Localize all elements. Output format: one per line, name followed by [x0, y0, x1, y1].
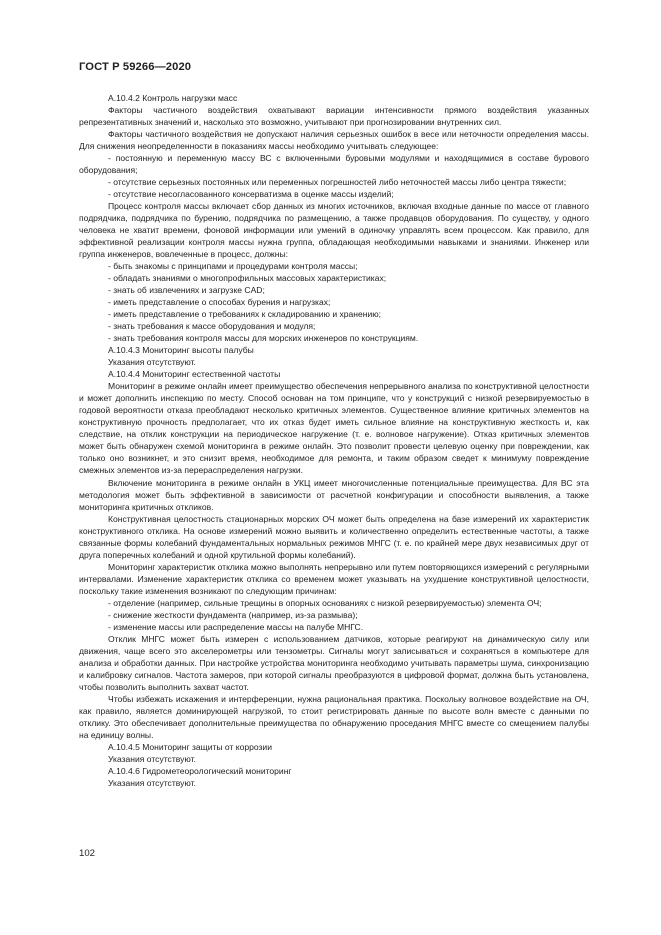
section-heading: А.10.4.4 Мониторинг естественной частоты	[108, 369, 281, 380]
section-heading: Указания отсутствуют.	[108, 753, 196, 764]
list-item: - постоянную и переменную массу ВС с включенными буровыми модулями и находящимися в составе бурового оборудования;	[79, 153, 589, 176]
body-paragraph: Факторы частичного воздействия охватывают вариации интенсивности прямого воздействия указанных репрезентативных значений и, насколько это возможно, учитывают при прогнозировании внутренних сил.	[79, 105, 589, 128]
body-paragraph: Мониторинг в режиме онлайн имеет преимущество обеспечения непрерывного анализа по конструктивной целостности и может дополнить инспекцию по месту. Способ основан на том принципе, что у конструкций с низкой резервируемостью в годовой вероятности отказа преобладают несколько критичных элементов. Существенное влияние критичных элементов на конструктивную прочность предполагает, что их отказ будет иметь сильное влияние на конструктивную жесткость и, как следствие, на отклик конструкции на периодическое нагружение (т. е. волновое нагружение). Отказ критичных элементов может быть обнаружен схемой мониторинга в режиме онлайн. Это позволит провести целевую оценку при повреждении, как только оно возникнет, и это снизит время, необходимое для ремонта, и таким образом сведет к минимуму повреждение смежных элементов из-за перераспределения нагрузки.	[79, 381, 589, 476]
section-heading: Указания отсутствуют.	[108, 777, 196, 788]
body-paragraph: Отклик МНГС может быть измерен с использованием датчиков, которые реагируют на динамическую силу или движения, чаще всего это акселерометры или тензометры. Сигналы могут записываться и сохраняться в компьютере для анализа и обработки данных. При настройке устройства мониторинга необходимо учитывать параметры шума, синхронизацию и калибровку сигналов. Частота замеров, при которой сигналы преобразуются в цифровой формат, должна быть установлена, чтобы позволить выполнить захват частот.	[79, 633, 589, 692]
list-item: - отсутствие серьезных постоянных или переменных погрешностей либо неточностей массы либо центра тяжести;	[108, 177, 567, 188]
section-heading: А.10.4.5 Мониторинг защиты от коррозии	[108, 741, 272, 752]
body-paragraph: Процесс контроля массы включает сбор данных из многих источников, включая входные данные по массе от главного подрядчика, подрядчика по бурению, подрядчика по размещению, а также продавцов оборудования. По существу, у одного человека не хватит времени, фоновой информации или умений в одиночку управлять всем процессом. Как правило, для эффективной реализации контроля массы нужна группа, обладающая необходимыми навыками и знаниями. Инженер или группа инженеров, вовлеченные в процесс, должны:	[79, 201, 589, 260]
list-item: - отсутствие несогласованного консерватизма в оценке массы изделий;	[108, 189, 394, 200]
section-heading: А.10.4.3 Мониторинг высоты палубы	[108, 345, 254, 356]
document-body	[79, 92, 589, 789]
list-item: - изменение массы или распределение массы на палубе МНГС.	[108, 621, 364, 632]
list-item: - знать требования контроля массы для морских инженеров по конструкциям.	[108, 333, 419, 344]
list-item: - отделение (например, сильные трещины в опорных основаниях с низкой резервируемостью) элемента ОЧ;	[108, 597, 542, 608]
body-paragraph: Факторы частичного воздействия не допускают наличия серьезных ошибок в весе или неточности определения массы. Для снижения неопределенности в показаниях массы необходимо учитывать следующее:	[79, 129, 589, 152]
list-item: - иметь представление о требованиях к складированию и хранению;	[108, 309, 382, 320]
list-item: - знать об извлечениях и загрузке CAD;	[108, 285, 265, 296]
list-item: - снижение жесткости фундамента (например, из-за размыва);	[108, 609, 358, 620]
section-heading: А.10.4.2 Контроль нагрузки масс	[108, 93, 238, 103]
document-header: ГОСТ Р 59266—2020	[79, 61, 192, 73]
list-item: - быть знакомы с принципами и процедурами контроля массы;	[108, 261, 358, 272]
page-number: 102	[79, 848, 96, 859]
list-item: - знать требования к массе оборудования и модуля;	[108, 321, 316, 332]
section-heading: Указания отсутствуют.	[108, 357, 196, 368]
body-paragraph: Мониторинг характеристик отклика можно выполнять непрерывно или путем повторяющихся измерений с регулярными интервалами. Изменение характеристик отклика со временем может указывать на ухудшение конструктивной целостности, поскольку такие изменения возникают по следующим причинам:	[79, 561, 589, 596]
list-item: - обладать знаниями о многопрофильных массовых характеристиках;	[108, 273, 387, 284]
body-paragraph: Включение мониторинга в режиме онлайн в УКЦ имеет многочисленные потенциальные преимущества. Для ВС эта методология может быть эффективной в зависимости от расчетной конфигурации и способности выявления, а также мониторинга критичных откликов.	[79, 477, 589, 512]
body-paragraph: Конструктивная целостность стационарных морских ОЧ может быть определена на базе измерений их характеристик конструктивного отклика. На основе измерений можно выявить и количественно определить естественные частоты, а также связанные формы колебаний фундаментальных нормальных режимов МНГС (т. е. по крайней мере двух независимых друг от друга поперечных колебаний и одной крутильной формы колебаний).	[79, 513, 589, 560]
body-paragraph: Чтобы избежать искажения и интерференции, нужна рациональная практика. Поскольку волновое воздействие на ОЧ, как правило, является доминирующей нагрузкой, то стоит регистрировать данные по высоте волн вместе с данными по отклику. Это обеспечивает дополнительные преимущества по обнаружению проседания МНГС вместе со смещением палубы на единицу волны.	[79, 693, 589, 740]
section-heading: А.10.4.6 Гидрометеорологический мониторинг	[108, 765, 292, 776]
list-item: - иметь представление о способах бурения и нагрузках;	[108, 297, 331, 308]
